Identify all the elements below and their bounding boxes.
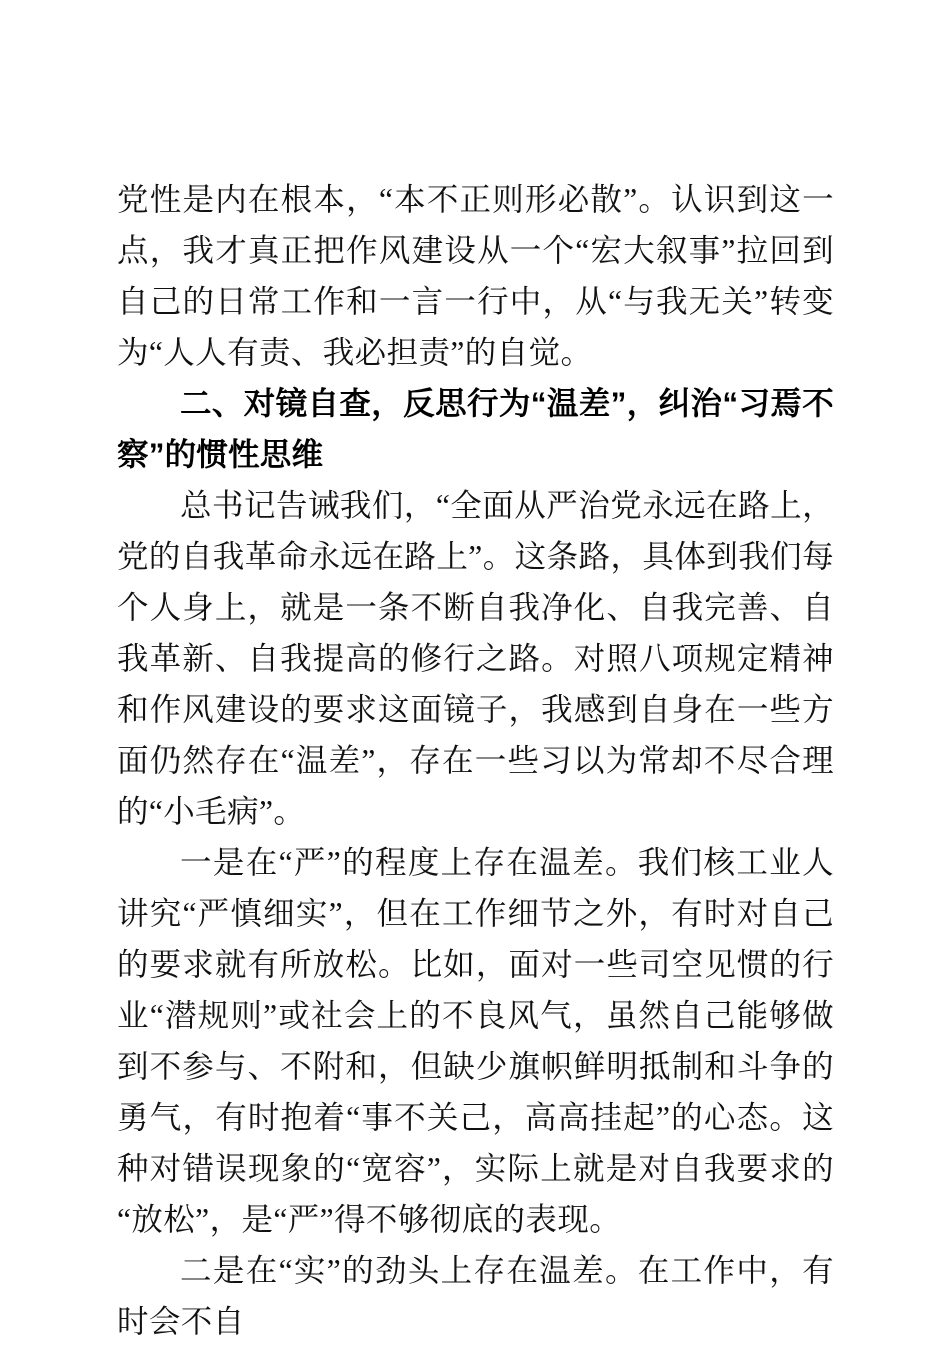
document-text-column — [117, 174, 834, 1347]
body-paragraph-2: 总书记告诫我们，“全面从严治党永远在路上，党的自我革命永远在路上”。这条路，具体到我们每个人身上，就是一条不断自我净化、自我完善、自我革新、自我提高的修行之路。对照八项规定精神和作风建设的要求这面镜子，我感到自身在一些方面仍然存在“温差”，存在一些习以为常却不尽合理的“小毛病”。 — [117, 488, 834, 829]
body-paragraph-3: 一是在“严”的程度上存在温差。我们核工业人讲究“严慎细实”，但在工作细节之外，有时对自己的要求就有所放松。比如，面对一些司空见惯的行业“潜规则”或社会上的不良风气，虽然自己能够做到不参与、不附和，但缺少旗帜鲜明抵制和斗争的勇气，有时抱着“事不关己，高高挂起”的心态。这种对错误现象的“宽容”，实际上就是对自我要求的“放松”，是“严”得不够彻底的表现。 — [117, 845, 834, 1237]
body-paragraph-1: 党性是内在根本，“本不正则形必散”。认识到这一点，我才真正把作风建设从一个“宏大叙事”拉回到自己的日常工作和一言一行中，从“与我无关”转变为“人人有责、我必担责”的自觉。 — [117, 182, 834, 370]
body-paragraph-4: 二是在“实”的劲头上存在温差。在工作中，有时会不自 — [117, 1253, 834, 1339]
section-heading-two: 二、对镜自查，反思行为“温差”，纠治“习焉不察”的惯性思维 — [117, 385, 834, 472]
